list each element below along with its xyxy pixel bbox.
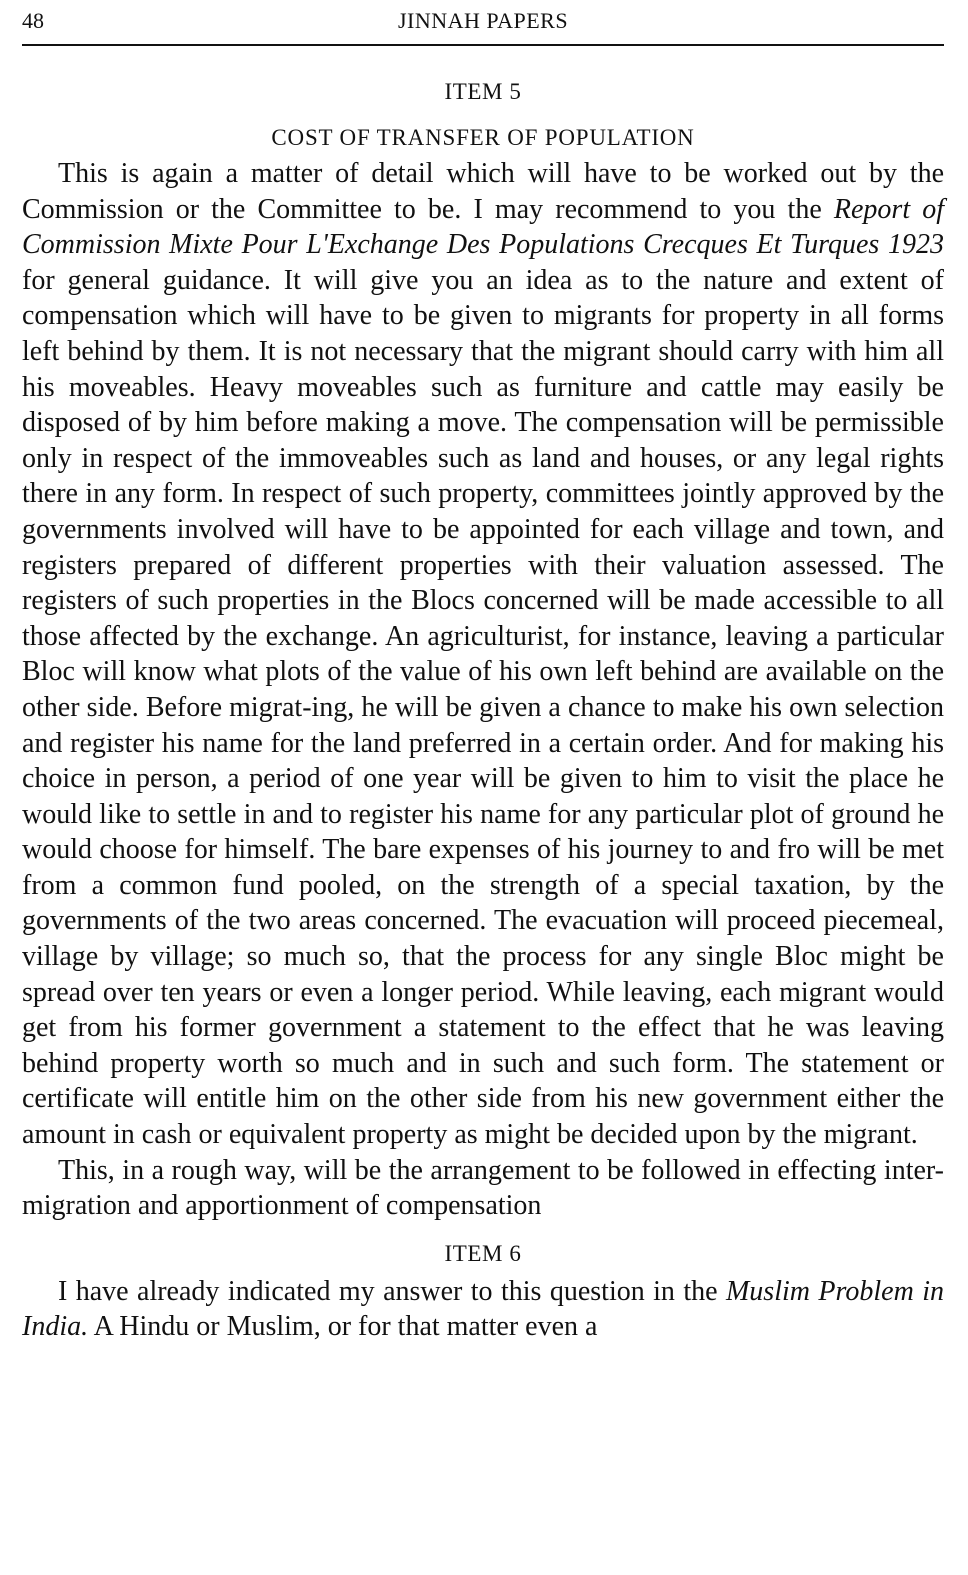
item-6-paragraph-1	[22, 1274, 944, 1345]
item-5-heading: ITEM 5	[444, 79, 522, 104]
page-number: 48	[22, 8, 44, 33]
body-text	[22, 72, 944, 1345]
paragraph-text: for general guidance. It will give you an idea as to the nature and extent of compensation which will have to be given to migrants for property in all forms left behind by them. It is not necessary that the migrant should carry with him all his moveables. Heavy moveables such as furniture and cattle may easily be disposed of by him before making a move. The compensation will be permissible only in respect of the immoveables such as land and houses, or any legal rights there in any form. In respect of such property, committees jointly approved by the governments involved will have to be appointed for each village and town, and registers prepared of different properties with their valuation assessed. The registers of such properties in the Blocs concerned will be made accessible to all those affected by the exchange. An agriculturist, for instance, leaving a particular Bloc will know what plots of the value of his own left behind are available on the other side. Before migrat-ing, he will be given a chance to make his own selection and register his name for the land preferred in a certain order. And for making his choice in person, a period of one year will be given to him to visit the place he would like to settle in and to register his name for any particular plot of ground he would choose for himself. The bare expenses of his journey to and fro will be met from a common fund pooled, on the strength of a special taxation, by the governments of the two areas concerned. The evacuation will proceed piecemeal, village by village; so much so, that the process for any single Bloc might be spread over ten years or even a longer period. While leaving, each migrant would get from his former government a statement to the effect that he was leaving behind property worth so much and in such and such form. The statement or certificate will entitle him on the other side from his new government either the amount in cash or equivalent property as might be decided upon by the migrant.	[22, 264, 944, 1151]
header-rule	[22, 44, 944, 46]
book-title-italic: Muslim Problem in India.	[22, 1275, 944, 1343]
item-6-heading: ITEM 6	[444, 1240, 522, 1266]
running-title: JINNAH PAPERS	[397, 8, 569, 33]
paragraph-text: This is again a matter of detail which will have to be worked out by the Commission or the Committee to be. I may recommend to you the	[22, 158, 944, 225]
running-head	[22, 6, 944, 40]
item-5-paragraph-2: This, in a rough way, will be the arrangement to be followed in effecting inter-migration and apportionment of compensation	[22, 1154, 944, 1222]
item-5-paragraph-1	[22, 156, 944, 1153]
paragraph-text: A Hindu or Muslim, or for that matter even a	[88, 1311, 598, 1343]
spacer	[22, 1224, 944, 1234]
item-5-title: COST OF TRANSFER OF POPULATION	[271, 125, 695, 150]
paragraph-text: I have already indicated my answer to this question in the	[58, 1275, 726, 1307]
report-title-italic: Report of Commission Mixte Pour L'Exchange Des Populations Crecques Et Turques 1923	[22, 193, 944, 261]
